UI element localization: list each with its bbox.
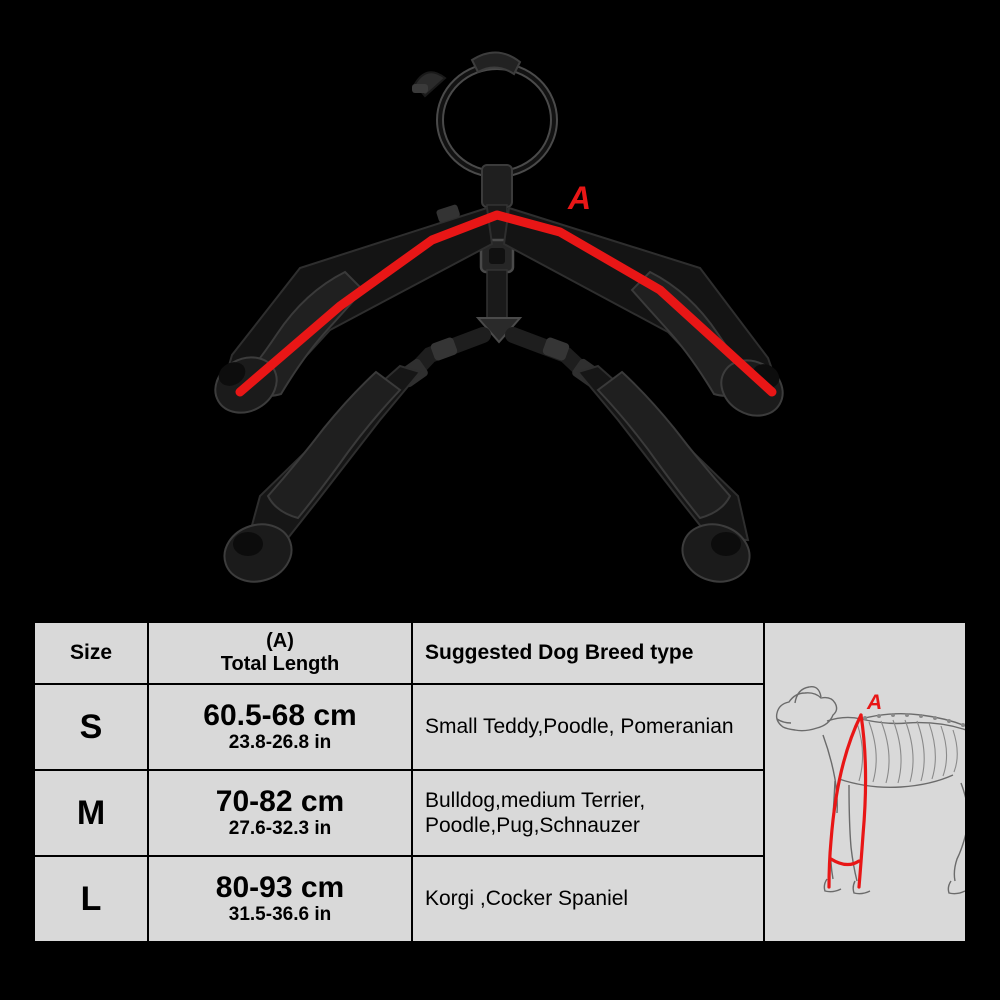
cell-length-in-m: 27.6-32.3 in <box>228 817 332 839</box>
dog-diagram-panel <box>765 621 967 943</box>
cell-length-cm-s: 60.5-68 cm <box>203 699 357 733</box>
header-size: Size <box>34 622 148 684</box>
cell-breed-m: Bulldog,medium Terrier, Poodle,Pug,Schnauzer <box>412 770 764 856</box>
cell-size-m: M <box>34 770 148 856</box>
cell-length-in-s: 23.8-26.8 in <box>228 731 332 753</box>
label-a-dog: A <box>867 691 883 714</box>
size-chart <box>30 618 970 946</box>
table-row <box>34 770 764 856</box>
header-total-length <box>148 622 412 684</box>
cell-breed-s: Small Teddy,Poodle, Pomeranian <box>412 684 764 770</box>
dog-skeleton-diagram <box>765 623 967 943</box>
cell-breed-l: Korgi ,Cocker Spaniel <box>412 856 764 942</box>
cell-length-m <box>148 770 412 856</box>
label-a-harness: A <box>568 180 592 216</box>
table-row <box>34 856 764 942</box>
table-row <box>34 684 764 770</box>
header-length-line1: (A) <box>266 630 294 652</box>
cell-size-l: L <box>34 856 148 942</box>
header-breed: Suggested Dog Breed type <box>412 622 764 684</box>
cell-length-cm-l: 80-93 cm <box>215 871 345 905</box>
cell-length-l <box>148 856 412 942</box>
cell-length-in-l: 31.5-36.6 in <box>228 903 332 925</box>
cell-length-s <box>148 684 412 770</box>
header-length-line2: Total Length <box>220 653 340 675</box>
table-header-row <box>34 622 764 684</box>
cell-length-cm-m: 70-82 cm <box>215 785 345 819</box>
cell-size-s: S <box>34 684 148 770</box>
size-table <box>33 621 765 943</box>
